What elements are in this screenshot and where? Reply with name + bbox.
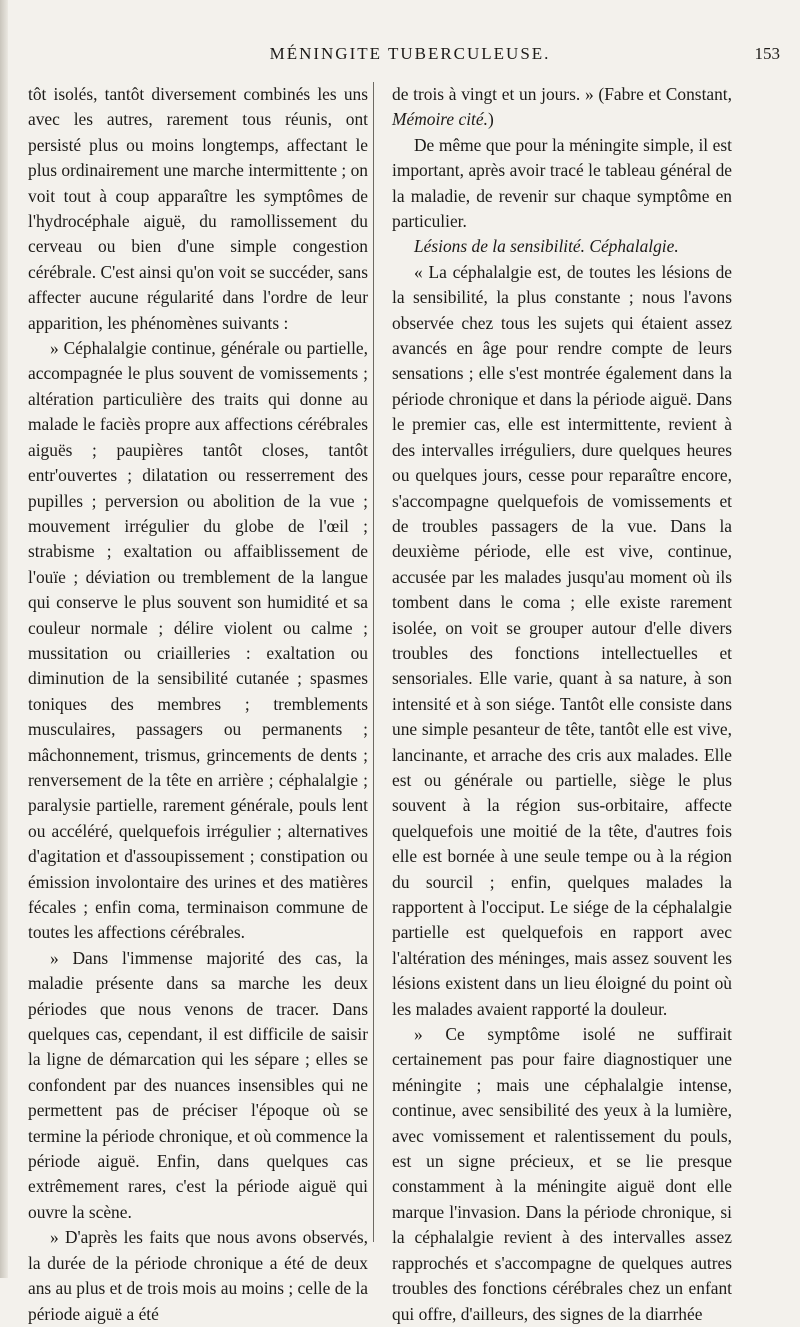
right-paragraph-1 (392, 82, 732, 133)
left-column (28, 82, 368, 1327)
citation-title: Mémoire cité. (392, 109, 488, 130)
right-paragraph-4: » Ce symptôme isolé ne suffirait certainement pas pour faire diagnostiquer une méningite ; mais une céphalalgie intense, continue, avec sensibilité des yeux à la lumière, avec vomissement et ralentissement du pouls, est un signe précieux, et se lie presque constamment à la méningite aiguë dont elle marque l'invasion. Dans la période chronique, si la céphalalgie revient à des intervalles assez rapprochés et s'accompagne de quelques autres troubles des fonctions cérébrales chez un enfant qui offre, d'ailleurs, des signes de la diarrhée (392, 1024, 732, 1324)
column-divider (373, 82, 374, 1242)
left-paragraph-2: » Céphalalgie continue, générale ou partielle, accompagnée le plus souvent de vomissements ; altération particulière des traits qui donne au malade le faciès propre aux affections cérébrales aiguës ; paupières tantôt closes, tantôt entr'ouvertes ; dilatation ou resserrement des pupilles ; perversion ou abolition de la vue ; mouvement irrégulier du globe de l'œil ; strabisme ; exaltation ou affaiblissement de l'ouïe ; déviation ou tremblement de la langue qui conserve le plus souvent son humidité et sa couleur normale ; délire violent ou calme ; mussitation ou criailleries : exaltation ou diminution de la sensibilité cutanée ; spasmes toniques des membres ; tremblements musculaires, passagers ou permanents ; mâchonnement, trismus, grincements de dents ; renversement de la tête en arrière ; céphalalgie ; paralysie partielle, rarement générale, pouls lent ou accéléré, quelquefois irrégulier ; alternatives d'agitation et d'assoupissement ; constipation ou émission involontaire des urines et des matières fécales ; enfin coma, terminaison commune de toutes les affections cérébrales. (28, 338, 368, 943)
left-paragraph-3: » Dans l'immense majorité des cas, la maladie présente dans sa marche les deux périodes que nous venons de tracer. Dans quelques cas, cependant, il est difficile de saisir la ligne de démarcation qui les sépare ; elles se confondent par des nuances insensibles qui ne permettent pas de préciser l'époque où se termine la période chronique, et où commence la période aiguë. Enfin, dans quelques cas extrêmement rares, c'est la période aiguë qui ouvre la scène. (28, 947, 368, 1222)
right-paragraph-3: « La céphalalgie est, de toutes les lésions de la sensibilité, la plus constante ; nous l'avons observée chez tous les sujets qui étaient assez avancés en âge pour rendre compte de leurs sensations ; elle s'est montrée également dans la période chronique et dans la période aiguë. Dans le premier cas, elle est intermittente, revient à des intervalles irréguliers, dure quelques heures ou quelques jours, cesse pour reparaître encore, s'accompagne quelquefois de vomissements et de troubles passagers de la vue. Dans la deuxième période, elle est vive, continue, accusée par les malades jusqu'au moment où ils tombent dans le coma ; elle existe rarement isolée, on voit se grouper autour d'elle divers troubles des fonctions intellectuelles et sensoriales. Elle varie, quant à sa nature, à son intensité et à son siége. Tantôt elle consiste dans une simple pesanteur de tête, tantôt elle est vive, lancinante, et arrache des cris aux malades. Elle est ou générale ou partielle, siège le plus souvent à la région sus-orbitaire, affecte quelquefois une moitié de la tête, d'autres fois elle est bornée à une seule tempe ou à la région du sourcil ; enfin, quelques malades la rapportent à l'occiput. Le siége de la céphalalgie partielle est quelquefois en rapport avec l'altération des méninges, mais assez souvent les lésions existent dans un lieu éloigné du point où les malades avaient rapporté la douleur. (392, 261, 732, 1019)
citation-close: ) (487, 109, 494, 130)
page-number: 153 (754, 44, 780, 63)
right-column (392, 82, 732, 1327)
running-title: MÉNINGITE TUBERCULEUSE. (269, 44, 551, 63)
page-spine-shadow (0, 0, 8, 1278)
page-header (40, 44, 780, 70)
left-paragraph-4: » D'après les faits que nous avons observés, la durée de la période chronique a été de deux ans au plus et de trois mois au moins ; celle de la période aiguë a été (28, 1227, 369, 1324)
left-paragraph-1: tôt isolés, tantôt diversement combinés les uns avec les autres, rarement tous réunis, ont persisté plus ou moins longtemps, affectant le plus ordinairement une marche intermittente ; on voit tout à coup apparaître les symptômes de l'hydrocéphale aiguë, du ramollissement du cerveau ou bien d'une simple congestion cérébrale. C'est ainsi qu'on voit se succéder, sans affecter aucune régularité dans l'ordre de leur apparition, les phénomènes suivants : (28, 84, 368, 333)
section-heading: Lésions de la sensibilité. Céphalalgie. (414, 236, 679, 257)
quote-end-text: de trois à vingt et un jours. » (Fabre et Constant, (392, 84, 732, 104)
right-paragraph-2: De même que pour la méningite simple, il est important, après avoir tracé le tableau général de la maladie, de revenir sur chaque symptôme en particulier. (392, 134, 732, 232)
